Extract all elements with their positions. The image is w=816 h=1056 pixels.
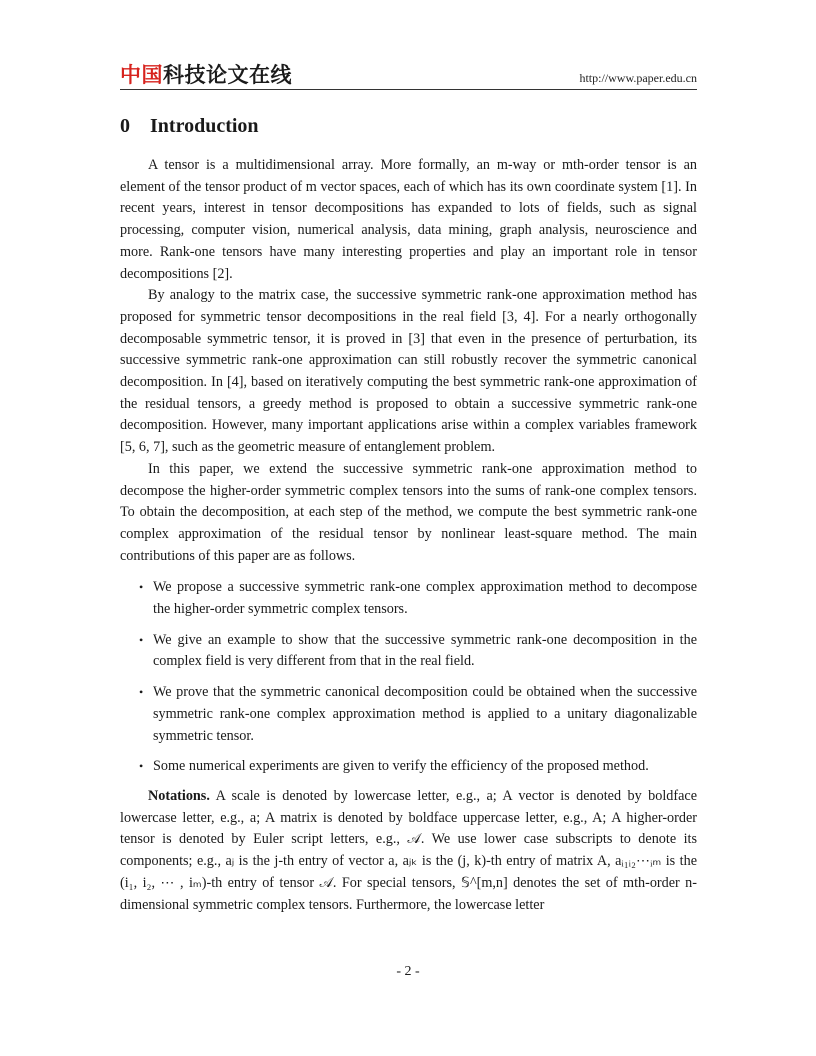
list-item: • We propose a successive symmetric rank-one complex approximation method to decompose the higher-order symmetric complex tensors. xyxy=(120,577,697,620)
header-url-link[interactable]: http://www.paper.edu.cn xyxy=(579,71,697,85)
page-number: - 2 - xyxy=(396,964,420,979)
list-item: • Some numerical experiments are given to verify the efficiency of the proposed method. xyxy=(120,756,697,778)
header-divider xyxy=(120,89,697,90)
contributions-list xyxy=(120,577,697,778)
list-item: • We give an example to show that the successive symmetric rank-one decomposition in the complex field is very different from that in the real field. xyxy=(120,630,697,673)
journal-logo[interactable] xyxy=(120,62,292,88)
list-item: • We prove that the symmetric canonical decomposition could be obtained when the successive symmetric rank-one complex approximation method is applied to a unitary diagonalizable symmetric tensor. xyxy=(120,682,697,747)
section-heading xyxy=(120,115,259,138)
section-number: 0 xyxy=(120,115,130,137)
notations-label: Notations. xyxy=(148,787,210,804)
notations-paragraph xyxy=(120,786,697,916)
body-text xyxy=(120,155,697,916)
paragraph-1: A tensor is a multidimensional array. More formally, an m-way or mth-order tensor is an element of the tensor product of m vector spaces, each of which has its own coordinate system [1]. In recent years, interest in tensor decompositions has expanded to lots of fields, such as signal processing, computer vision, numerical analysis, data mining, graph analysis, neuroscience and more. Rank-one tensors have many interesting properties and play an important role in tensor decompositions [2]. xyxy=(120,157,697,282)
notations-text: A scale is denoted by lowercase letter, e.g., a; A vector is denoted by boldface lowercase letter, e.g., a; A matrix is denoted by boldface uppercase letter, e.g., A; A higher-order tensor is denoted by Euler script letters, e.g., 𝒜. We use lower case subscripts to denote its components; e.g., aⱼ is the j-th entry of vector a, aⱼₖ is the (j, k)-th entry of matrix A, aᵢ₁ᵢ₂⋯ᵢₘ is the (i₁, i₂, ⋯ , iₘ)-th entry of tensor 𝒜. For special tensors, 𝕊^[m,n] denotes the set of mth-order n-dimensional symmetric complex tensors. Furthermore, the lowercase letter xyxy=(120,787,698,913)
page-header xyxy=(120,62,697,88)
paragraph-2: By analogy to the matrix case, the successive symmetric rank-one approximation method has proposed for symmetric tensor decompositions in the real field [3, 4]. For a nearly orthogonally decomposable symmetric tensor, it is proved in [3] that even in the presence of perturbation, its successive symmetric rank-one approximation can still robustly recover the symmetric canonical decomposition. In [4], based on iteratively computing the best symmetric rank-one approximation of the residual tensors, a greedy method is proposed to obtain a successive symmetric rank-one decomposition. However, many important applications arise within a complex variables framework [5, 6, 7], such as the geometric measure of entanglement problem. xyxy=(120,287,697,456)
paragraph-3: In this paper, we extend the successive symmetric rank-one approximation method to decompose the higher-order symmetric complex tensors into the sums of rank-one complex tensors. To obtain the decomposition, at each step of the method, we compute the best symmetric rank-one complex approximation of the residual tensor by nonlinear least-square method. The main contributions of this paper are as follows. xyxy=(120,460,697,564)
logo-black-text: 科技论文在线 xyxy=(163,63,292,87)
section-title: Introduction xyxy=(150,115,259,137)
logo-red-text: 中国 xyxy=(120,63,163,87)
